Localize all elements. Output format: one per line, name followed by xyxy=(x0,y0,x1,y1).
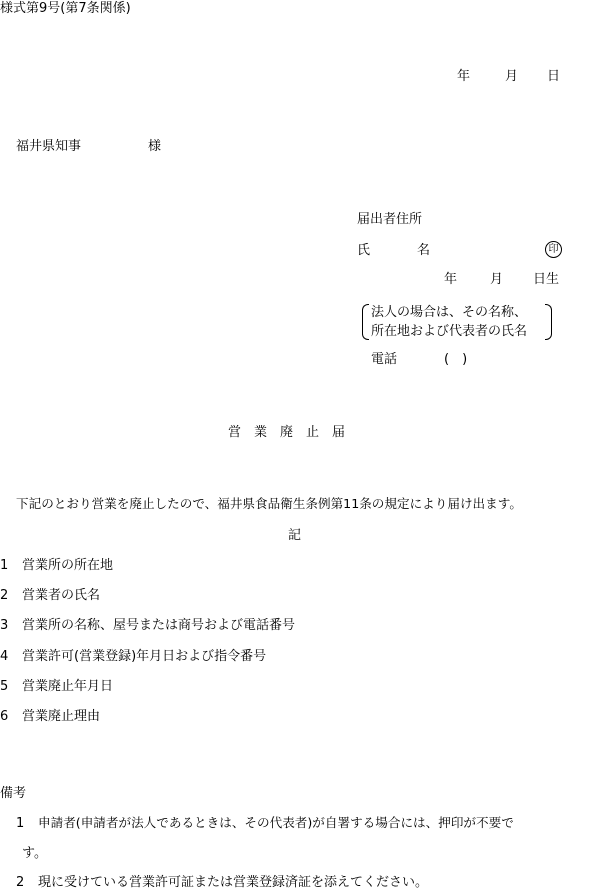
remark-continuation: す。 xyxy=(22,846,47,861)
seal-mark-icon: 印 xyxy=(545,241,562,258)
remark-number: 2 xyxy=(16,875,25,890)
left-bracket xyxy=(362,304,369,340)
item-text: 営業所の所在地 xyxy=(22,558,114,573)
item-number: 2 xyxy=(0,588,9,603)
phone-label: 電話 xyxy=(371,352,398,367)
item-number: 6 xyxy=(0,709,9,724)
ki-heading: 記 xyxy=(288,528,302,543)
date-day-label: 日 xyxy=(547,69,561,84)
date-year-label: 年 xyxy=(457,69,471,84)
item-number: 4 xyxy=(0,649,9,664)
applicant-address-label: 届出者住所 xyxy=(357,212,423,227)
remarks-heading: 備考 xyxy=(0,786,27,801)
birth-day-label: 日生 xyxy=(533,272,560,287)
body-text: 下記のとおり営業を廃止したので、福井県食品衛生条例第11条の規定により届け出ます。 xyxy=(16,496,522,511)
corporation-note-bracket xyxy=(362,304,552,340)
birth-year-label: 年 xyxy=(444,272,458,287)
item-text: 営業廃止理由 xyxy=(22,709,101,724)
document-title: 営業廃止届 xyxy=(228,425,359,440)
remark-text: 現に受けている営業許可証または営業登録済証を添えてください。 xyxy=(38,875,429,890)
item-text: 営業者の氏名 xyxy=(22,588,101,603)
item-text: 営業許可(営業登録)年月日および指令番号 xyxy=(22,649,267,664)
birth-month-label: 月 xyxy=(490,272,504,287)
corporation-note-line-2: 所在地および代表者の氏名 xyxy=(371,324,528,339)
addressee-honorific: 様 xyxy=(148,139,162,154)
item-number: 5 xyxy=(0,679,9,694)
phone-parentheses: ( ) xyxy=(444,352,468,367)
item-number: 3 xyxy=(0,618,9,633)
form-number: 様式第9号(第7条関係) xyxy=(0,1,131,16)
applicant-name-label-1: 氏 xyxy=(357,243,371,258)
item-text: 営業所の名称、屋号または商号および電話番号 xyxy=(22,618,296,633)
corporation-note-line-1: 法人の場合は、その名称、 xyxy=(371,305,528,320)
item-text: 営業廃止年月日 xyxy=(22,679,114,694)
remark-text: 申請者(申請者が法人であるときは、その代表者)が自署する場合には、押印が不要で xyxy=(38,815,514,830)
right-bracket xyxy=(545,304,552,340)
addressee-name: 福井県知事 xyxy=(16,139,82,154)
applicant-name-label-2: 名 xyxy=(417,243,431,258)
item-number: 1 xyxy=(0,558,9,573)
date-month-label: 月 xyxy=(505,69,519,84)
remark-number: 1 xyxy=(16,816,25,831)
